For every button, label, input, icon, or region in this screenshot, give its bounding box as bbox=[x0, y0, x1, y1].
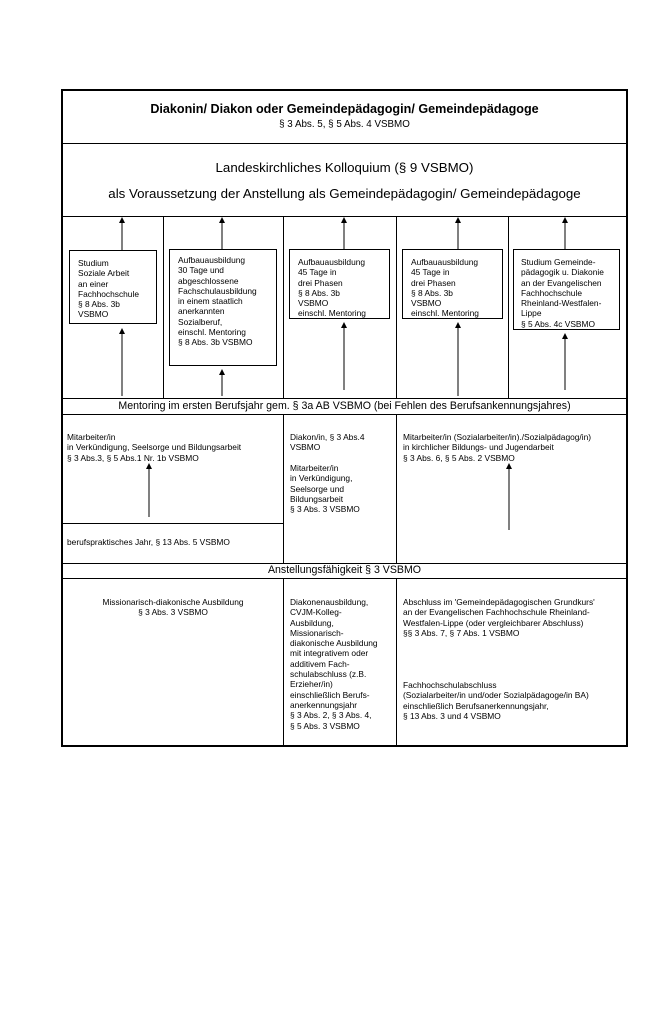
colloquium-line-2: als Voraussetzung der Anstellung als Gemeindepädagogin/ Gemeindepädagoge bbox=[108, 186, 581, 201]
page-subtitle: § 3 Abs. 5, § 5 Abs. 4 VSBMO bbox=[279, 119, 410, 130]
middle-center-a: Diakon/in, § 3 Abs.4 VSBMO bbox=[290, 432, 365, 453]
colloquium-line-1: Landeskirchliches Kolloquium (§ 9 VSBMO) bbox=[215, 160, 474, 175]
path-text-3: Aufbauausbildung 45 Tage in drei Phasen § 8 Abs. 3b VSBMO einschl. Mentoring bbox=[298, 257, 366, 319]
bottom-left-text: Missionarisch-diakonische Ausbildung § 3 Abs. 3 VSBMO bbox=[102, 597, 244, 618]
berufspraktisches-jahr: berufspraktisches Jahr, § 13 Abs. 5 VSBMO bbox=[67, 537, 230, 547]
page-title: Diakonin/ Diakon oder Gemeindepädagogin/ Gemeindepädagoge bbox=[150, 102, 539, 116]
path-text-4: Aufbauausbildung 45 Tage in drei Phasen § 8 Abs. 3b VSBMO einschl. Mentoring bbox=[411, 257, 479, 319]
path-text-2: Aufbauausbildung 30 Tage und abgeschlossene Fachschulausbildung in einem staatlich anerkannten Sozialberuf, einschl. Mentoring § 8 Abs. 3b VSBMO bbox=[178, 255, 257, 348]
path-text-1: Studium Soziale Arbeit an einer Fachhochschule § 8 Abs. 3b VSBMO bbox=[78, 258, 139, 320]
middle-center-b: Mitarbeiter/in in Verkündigung, Seelsorge und Bildungsarbeit § 3 Abs. 3 VSBMO bbox=[290, 463, 360, 515]
bottom-right-b: Fachhochschulabschluss (Sozialarbeiter/in und/oder Sozialpädagoge/in BA) einschließlich Berufsanerkennungsjahr, § 13 Abs. 3 und 4 VSBMO bbox=[403, 680, 589, 721]
middle-left-text: Mitarbeiter/in in Verkündigung, Seelsorge und Bildungsarbeit § 3 Abs.3, § 5 Abs.1 Nr. 1b VSBMO bbox=[67, 432, 242, 463]
bottom-right-a: Abschluss im 'Gemeindepädagogischen Grundkurs' an der Evangelischen Fachhochschule Rheinland- Westfalen-Lippe (oder vergleichbarer Abschluss) §§ 3 Abs. 7, § 7 Abs. 1 VSBMO bbox=[403, 597, 595, 638]
mentoring-label: Mentoring im ersten Berufsjahr gem. § 3a AB VSBMO (bei Fehlen des Berufsankennungsjahres) bbox=[118, 400, 571, 412]
middle-right-text: Mitarbeiter/in (Sozialarbeiter/in)./Sozialpädagog/in) in kirchlicher Bildungs- und Jugendarbeit § 3 Abs. 6, § 5 Abs. 2 VSBMO bbox=[403, 432, 592, 463]
bottom-center-text: Diakonenausbildung, CVJM-Kolleg- Ausbildung, Missionarisch- diakonische Ausbildung mit integrativem oder additivem Fach- schulabschluss (z.B. Erzieher/in) einschließlich Berufs- anerkennungsjahr § 3 Abs. 2, § 3 Abs. 4, § 5 Abs. 3 VSBMO bbox=[290, 597, 378, 731]
anstellung-label: Anstellungsfähigkeit § 3 VSBMO bbox=[267, 564, 422, 576]
path-text-5: Studium Gemeinde- pädagogik u. Diakonie an der Evangelischen Fachhochschule Rheinland-Westfalen- Lippe § 5 Abs. 4c VSBMO bbox=[521, 257, 604, 329]
